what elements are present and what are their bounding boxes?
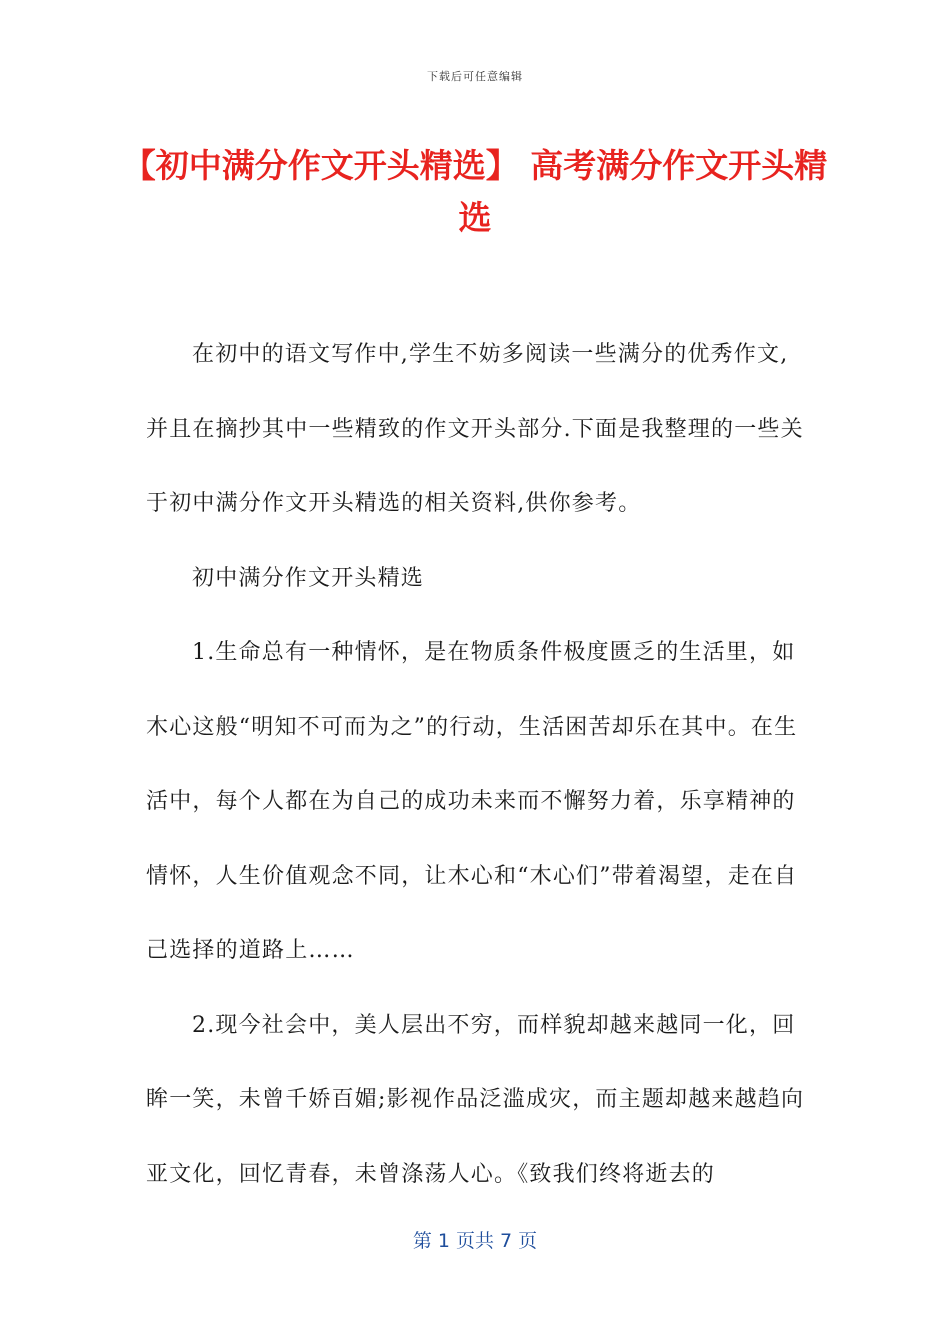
paragraph-intro: 在初中的语文写作中,学生不妨多阅读一些满分的优秀作文,并且在摘抄其中一些精致的作文开头部分.下面是我整理的一些关于初中满分作文开头精选的相关资料,供你参考。 xyxy=(146,342,804,516)
paragraph-item-2: 2.现今社会中，美人层出不穷，而样貌却越来越同一化，回眸一笑，未曾千娇百媚;影视作品泛滥成灾，而主题却越来越趋向亚文化，回忆青春，未曾涤荡人心。《致我们终将逝去的 xyxy=(146,1012,805,1187)
document-body xyxy=(146,318,810,1212)
document-title: 【初中满分作文开头精选】 高考满分作文开头精选 xyxy=(122,146,828,237)
paragraph-item-1: 1.生命总有一种情怀，是在物质条件极度匮乏的生活里，如木心这般“明知不可而为之”的行动，生活困苦却乐在其中。在生活中，每个人都在为自己的成功未来而不懈努力着，乐享精神的情怀，人生价值观念不同，让木心和“木心们”带着渴望，走在自己选择的道路上…… xyxy=(146,640,798,963)
paragraph-section-heading: 初中满分作文开头精选 xyxy=(192,565,425,591)
header-note: 下载后可任意编辑 xyxy=(427,70,523,83)
page-footer: 第 1 页共 7 页 xyxy=(412,1230,538,1252)
